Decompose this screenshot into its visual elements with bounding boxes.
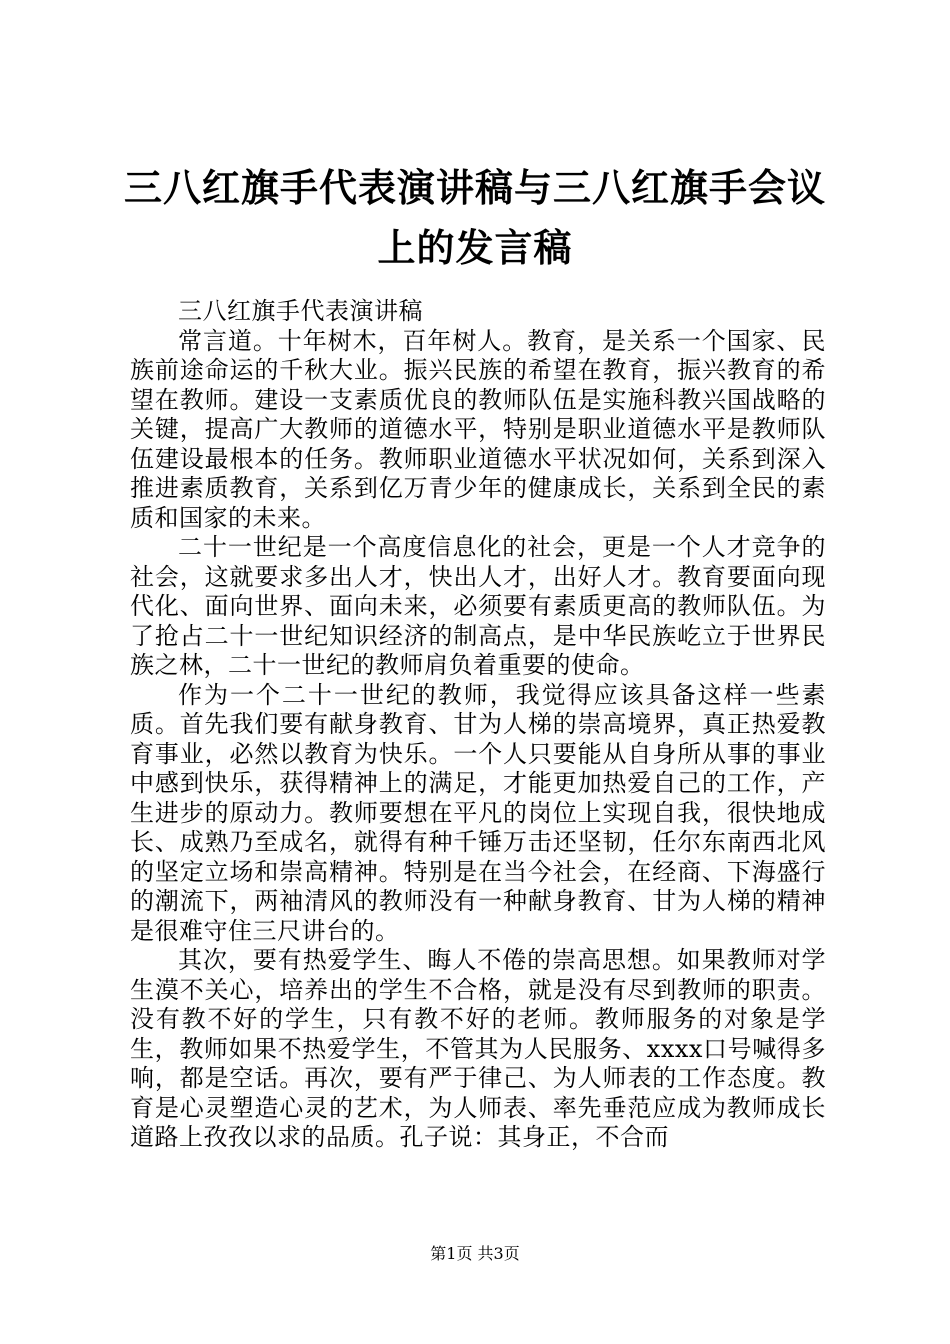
body-paragraph: 常言道。十年树木，百年树人。教育，是关系一个国家、民族前途命运的千秋大业。振兴民族的希望在教育，振兴教育的希望在教师。建设一支素质优良的教师队伍是实施科教兴国战略的关键，提高广大教师的道德水平，特别是职业道德水平是教师队伍建设最根本的任务。教师职业道德水平状况如何，关系到深入推进素质教育，关系到亿万青少年的健康成长，关系到全民的素质和国家的未来。 [130,326,826,532]
body-paragraph: 二十一世纪是一个高度信息化的社会，更是一个人才竞争的社会，这就要求多出人才，快出人才，出好人才。教育要面向现代化、面向世界、面向未来，必须要有素质更高的教师队伍。为了抢占二十一世纪知识经济的制高点，是中华民族屹立于世界民族之林，二十一世纪的教师肩负着重要的使命。 [130,533,826,679]
document-body [130,297,826,1153]
section-heading: 三八红旗手代表演讲稿 [178,297,423,325]
page-footer: 第1页 共3页 [430,1244,520,1263]
body-paragraph: 其次，要有热爱学生、晦人不倦的崇高思想。如果教师对学生漠不关心，培养出的学生不合格，就是没有尽到教师的职责。没有教不好的学生，只有教不好的老师。教师服务的对象是学生，教师如果不热爱学生，不管其为人民服务、xxxx口号喊得多响，都是空话。再次，要有严于律己、为人师表的工作态度。教育是心灵塑造心灵的艺术，为人师表、率先垂范应成为教师成长道路上孜孜以求的品质。孔子说：其身正，不合而 [130,946,826,1151]
document-title: 三八红旗手代表演讲稿与三八红旗手会议上的发言稿 [123,165,826,270]
body-paragraph: 作为一个二十一世纪的教师，我觉得应该具备这样一些素质。首先我们要有献身教育、甘为人梯的崇高境界，真正热爱教育事业，必然以教育为快乐。一个人只要能从自身所从事的事业中感到快乐，获得精神上的满足，才能更加热爱自己的工作，产生进步的原动力。教师要想在平凡的岗位上实现自我，很快地成长、成熟乃至成名，就得有种千锤万击还坚韧，任尔东南西北风的坚定立场和崇高精神。特别是在当今社会，在经商、下海盛行的潮流下，两袖清风的教师没有一种献身教育、甘为人梯的精神是很难守住三尺讲台的。 [130,680,826,945]
